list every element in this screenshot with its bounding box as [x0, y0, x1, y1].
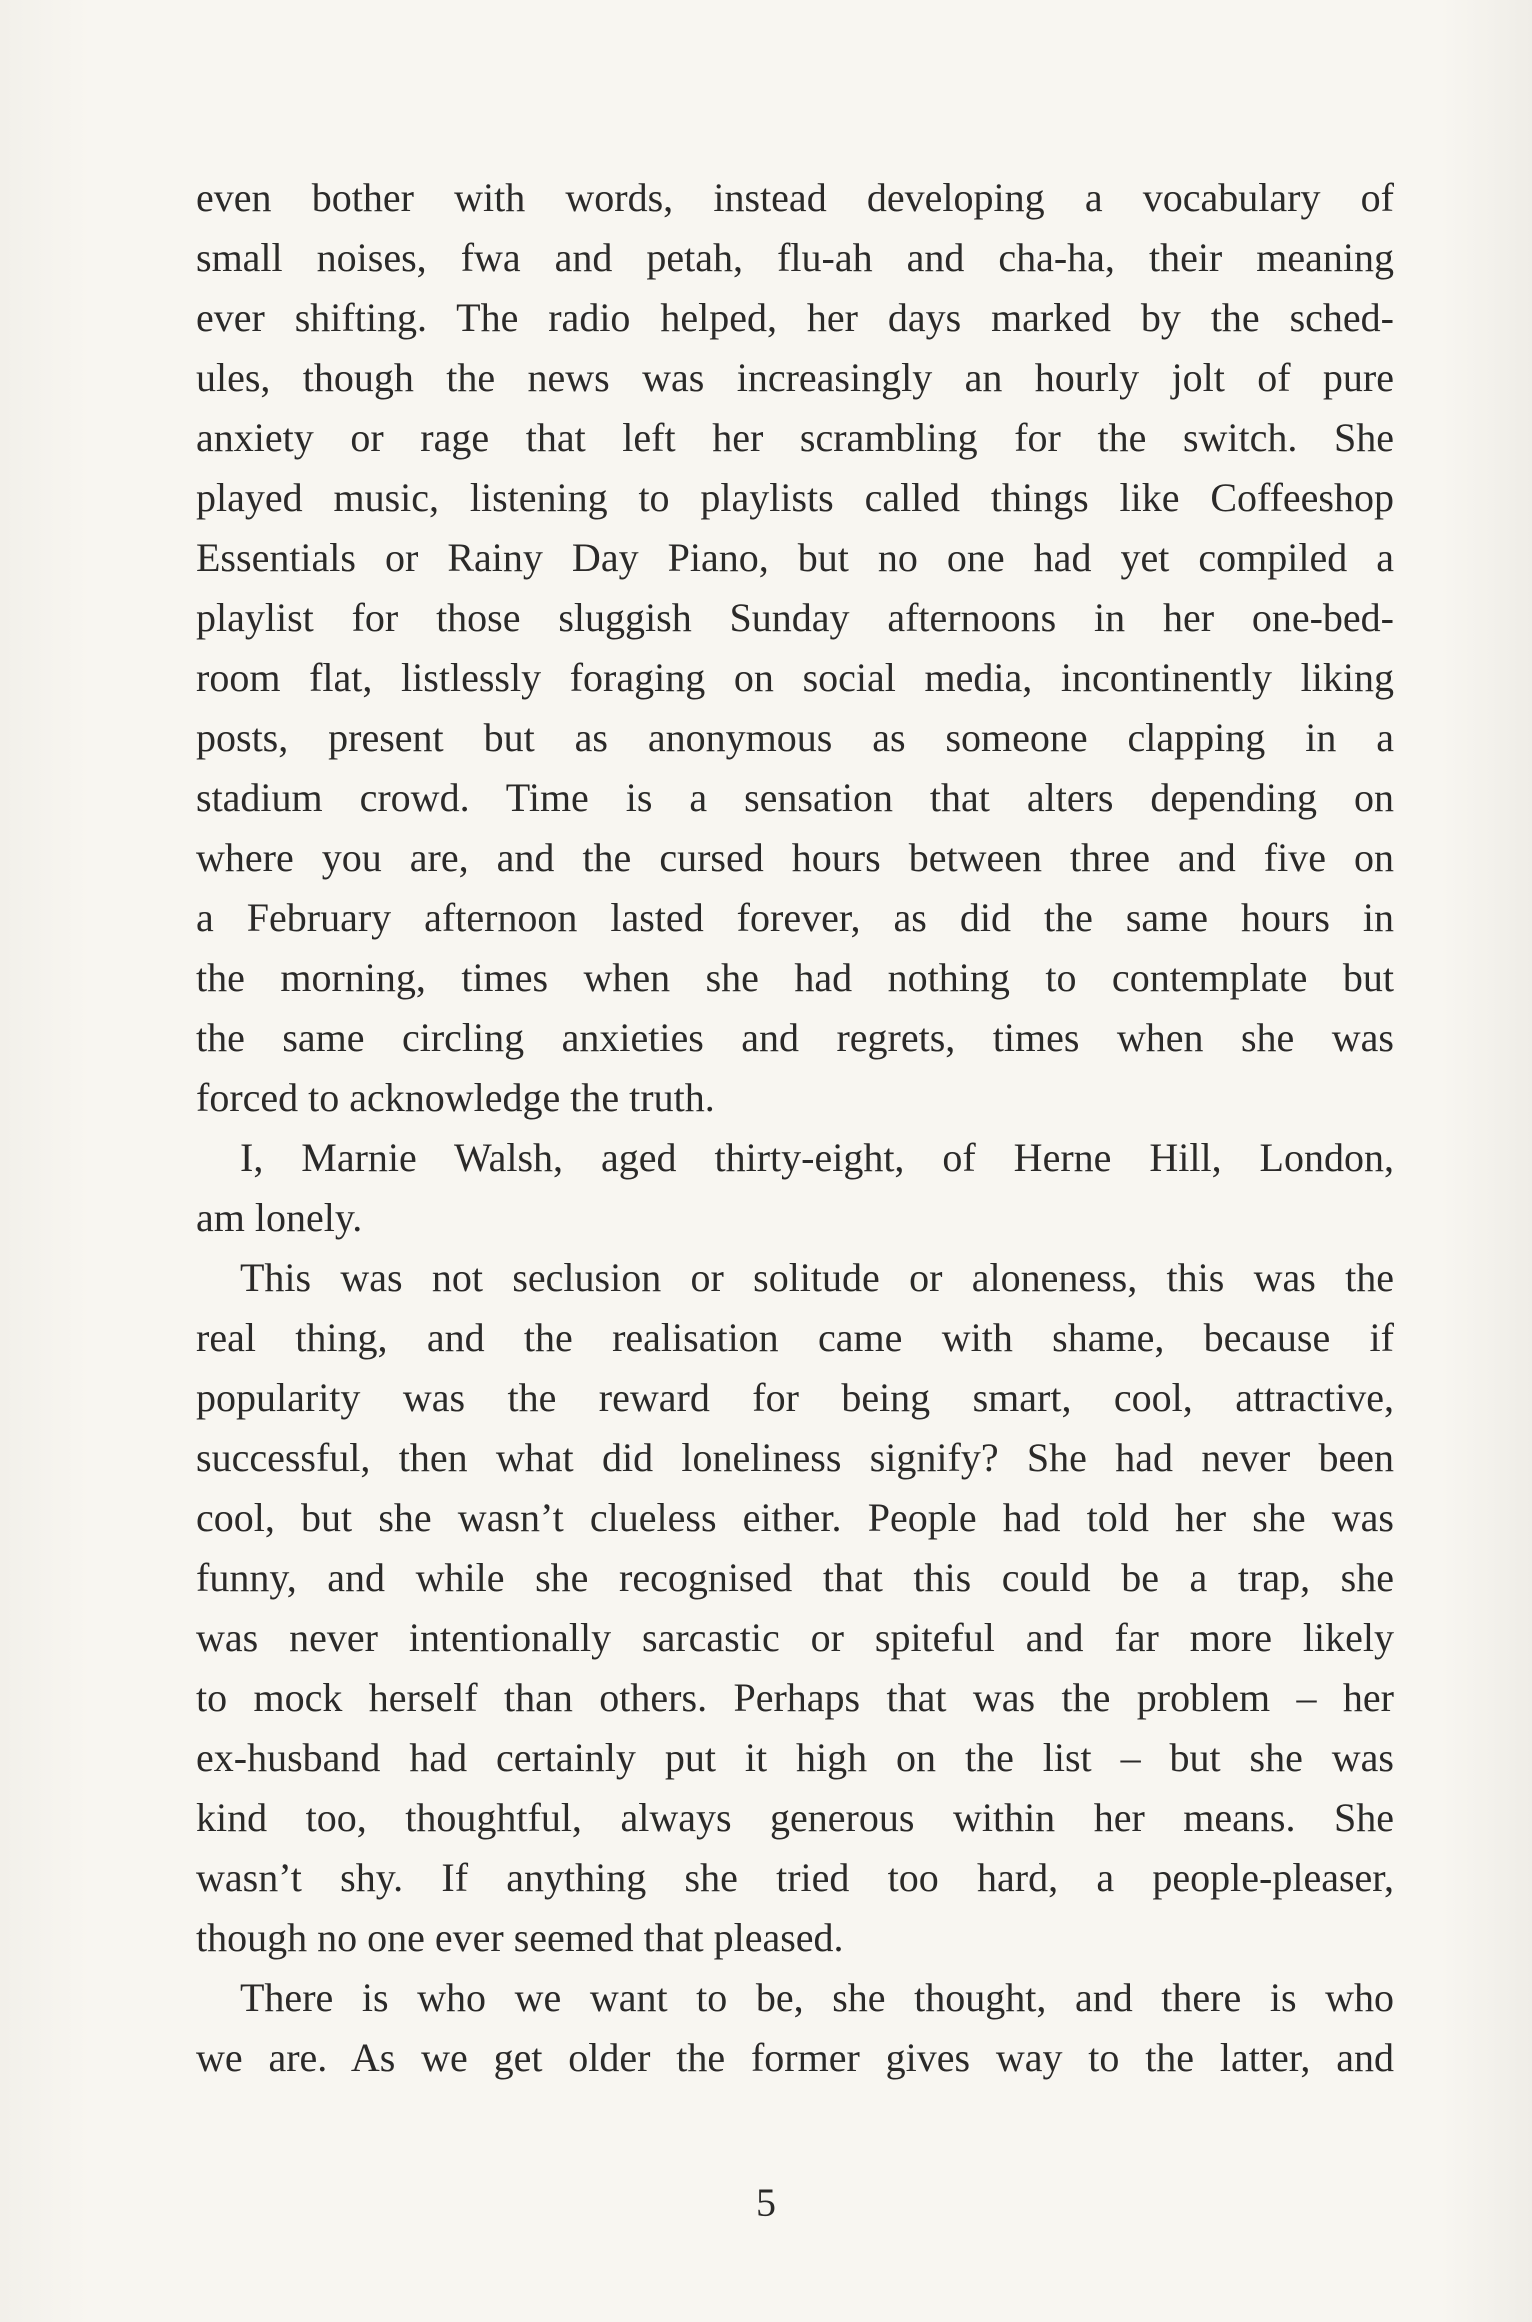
text-line: played music, listening to playlists called things like Coffeeshop	[196, 475, 1394, 520]
text-line: real thing, and the realisation came with shame, because if	[196, 1315, 1394, 1360]
text-line: kind too, thoughtful, always generous within her means. She	[196, 1795, 1394, 1840]
text-line: was never intentionally sarcastic or spiteful and far more likely	[196, 1615, 1394, 1660]
text-line: forced to acknowledge the truth.	[196, 1075, 715, 1120]
text-line: successful, then what did loneliness signify? She had never been	[196, 1435, 1394, 1480]
text-line: ules, though the news was increasingly an hourly jolt of pure	[196, 355, 1394, 400]
text-line: the same circling anxieties and regrets, times when she was	[196, 1015, 1394, 1060]
text-line: playlist for those sluggish Sunday afternoons in her one-bed-	[196, 595, 1394, 640]
text-line: I, Marnie Walsh, aged thirty-eight, of Herne Hill, London,	[240, 1135, 1394, 1180]
text-line: room flat, listlessly foraging on social media, incontinently liking	[196, 655, 1394, 700]
text-line: though no one ever seemed that pleased.	[196, 1915, 844, 1960]
text-line: wasn’t shy. If anything she tried too hard, a people-pleaser,	[196, 1855, 1394, 1900]
body-text	[196, 168, 1394, 2088]
text-line: to mock herself than others. Perhaps that was the problem – her	[196, 1675, 1394, 1720]
text-line: Essentials or Rainy Day Piano, but no one had yet compiled a	[196, 535, 1394, 580]
text-line: ever shifting. The radio helped, her days marked by the sched-	[196, 295, 1394, 340]
text-line: cool, but she wasn’t clueless either. People had told her she was	[196, 1495, 1394, 1540]
text-line: ex-husband had certainly put it high on the list – but she was	[196, 1735, 1394, 1780]
text-line: This was not seclusion or solitude or aloneness, this was the	[240, 1255, 1394, 1300]
text-line: There is who we want to be, she thought, and there is who	[240, 1975, 1394, 2020]
text-line: posts, present but as anonymous as someone clapping in a	[196, 715, 1394, 760]
page-number: 5	[756, 2180, 776, 2225]
text-line: a February afternoon lasted forever, as did the same hours in	[196, 895, 1394, 940]
text-line: even bother with words, instead developing a vocabulary of	[196, 175, 1394, 220]
text-line: popularity was the reward for being smart, cool, attractive,	[196, 1375, 1394, 1420]
text-line: anxiety or rage that left her scrambling for the switch. She	[196, 415, 1394, 460]
text-line: we are. As we get older the former gives way to the latter, and	[196, 2035, 1394, 2080]
text-line: small noises, fwa and petah, flu-ah and cha-ha, their meaning	[196, 235, 1394, 280]
text-line: where you are, and the cursed hours between three and five on	[196, 835, 1394, 880]
text-line: the morning, times when she had nothing to contemplate but	[196, 955, 1394, 1000]
text-line: am lonely.	[196, 1195, 363, 1240]
text-line: funny, and while she recognised that this could be a trap, she	[196, 1555, 1394, 1600]
text-line: stadium crowd. Time is a sensation that alters depending on	[196, 775, 1394, 820]
